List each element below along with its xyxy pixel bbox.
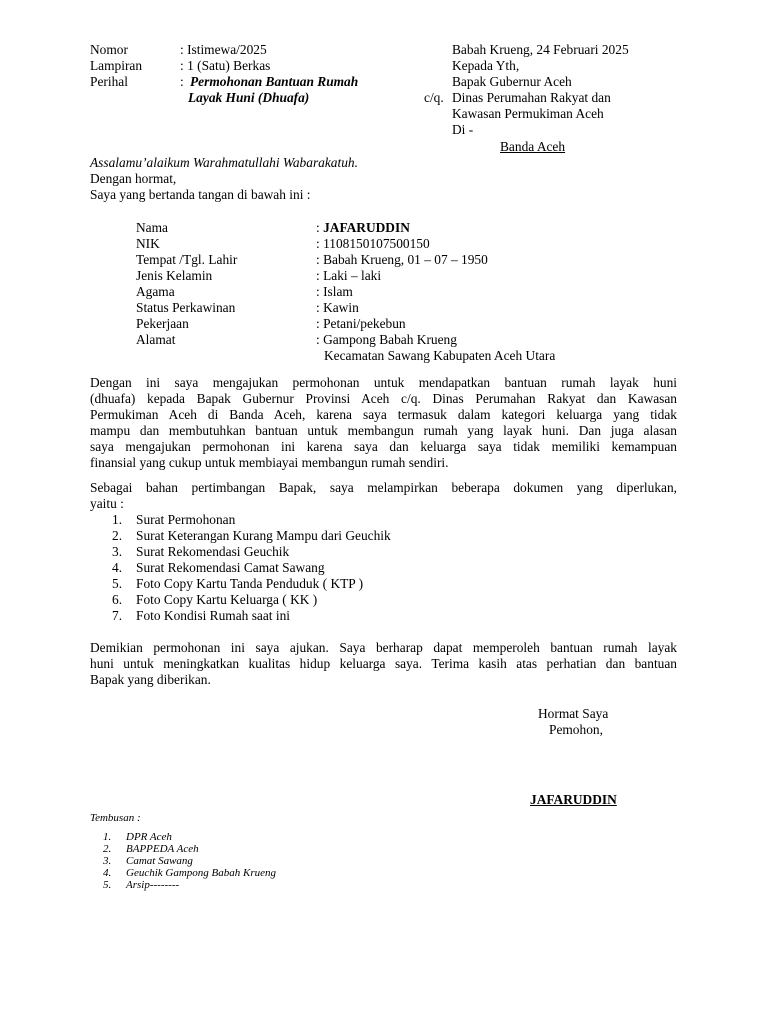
addressee: Bapak Gubernur Aceh [452, 74, 572, 89]
list-item-number: 7. [112, 608, 123, 623]
lampiran-value: : 1 (Satu) Berkas [180, 58, 271, 73]
paragraph-closing [90, 640, 677, 688]
list-item-number: 3. [103, 855, 112, 867]
identity-label: Status Perkawinan [136, 300, 236, 315]
greeting: Dengan hormat, [90, 171, 177, 186]
list-item-number: 6. [112, 592, 123, 607]
cq-prefix: c/q. [424, 90, 444, 105]
identity-value: : Petani/pekebun [316, 316, 406, 331]
perihal-value-line2: Layak Huni (Dhuafa) [188, 90, 310, 105]
paragraph-line: huni untuk meningkatkan kualitas hidup keluarga saya. Terima kasih atas perhatian dan bantuan [90, 656, 677, 671]
identity-label: Agama [136, 284, 175, 299]
list-item: Foto Copy Kartu Keluarga ( KK ) [136, 592, 318, 607]
tembusan-title: Tembusan : [90, 812, 141, 824]
paragraph-line: Demikian permohonan ini saya ajukan. Saya berharap dapat memperoleh bantuan rumah layak [90, 640, 677, 655]
identity-label: Tempat /Tgl. Lahir [136, 252, 238, 267]
address-line2: Kecamatan Sawang Kabupaten Aceh Utara [324, 348, 556, 363]
list-item: Surat Rekomendasi Camat Sawang [136, 560, 325, 575]
hormat-saya: Hormat Saya [538, 706, 609, 721]
list-item: Surat Rekomendasi Geuchik [136, 544, 290, 559]
list-item: Surat Permohonan [136, 512, 236, 527]
identity-value: : Islam [316, 284, 353, 299]
perihal-label: Perihal [90, 74, 128, 89]
list-item-number: 5. [103, 879, 112, 891]
paragraph-line: (dhuafa) kepada Bapak Gubernur Provinsi Aceh c/q. Dinas Perumahan Rakyat dan Kawasan [90, 391, 677, 406]
list-item: Foto Copy Kartu Tanda Penduduk ( KTP ) [136, 576, 364, 591]
paragraph-line: yaitu : [90, 496, 124, 511]
list-item: Geuchik Gampong Babah Krueng [126, 867, 277, 879]
list-item: Surat Keterangan Kurang Mampu dari Geuchik [136, 528, 391, 543]
paragraph-line: mampu dan membutuhkan bantuan untuk membangun rumah yang layak huni. Dan juga alasan [90, 423, 677, 438]
paragraph-line: Sebagai bahan pertimbangan Bapak, saya melampirkan beberapa dokumen yang diperlukan, [90, 480, 677, 495]
identity-value: : Gampong Babah Krueng [316, 332, 457, 347]
city: Banda Aceh [500, 139, 566, 154]
place-date: Babah Krueng, 24 Februari 2025 [452, 42, 629, 57]
list-item-number: 2. [112, 528, 123, 543]
intro: Saya yang bertanda tangan di bawah ini : [90, 187, 311, 202]
identity-value: : Kawin [316, 300, 359, 315]
paragraph-attachments-intro [90, 480, 677, 512]
lampiran-label: Lampiran [90, 58, 143, 73]
identity-label: NIK [136, 236, 160, 251]
list-item-number: 1. [112, 512, 123, 527]
list-item-number: 1. [103, 831, 112, 843]
identity-label: Jenis Kelamin [136, 268, 213, 283]
kepada-yth: Kepada Yth, [452, 58, 520, 73]
identity-value: : JAFARUDDIN [316, 220, 410, 235]
list-item: BAPPEDA Aceh [126, 843, 199, 855]
nomor-value: : Istimewa/2025 [180, 42, 267, 57]
paragraph-line: finansial yang cukup untuk membiayai membangun rumah sendiri. [90, 455, 449, 470]
identity-value: : 1108150107500150 [316, 236, 430, 251]
list-item: Arsip-------- [126, 879, 180, 891]
list-item-number: 3. [112, 544, 123, 559]
identity-value: : Laki – laki [316, 268, 382, 283]
cq-line2: Kawasan Permukiman Aceh [452, 106, 604, 121]
paragraph-line: Bapak yang diberikan. [90, 672, 211, 687]
identity-label: Nama [136, 220, 168, 235]
di-label: Di - [452, 122, 474, 137]
paragraph-request [90, 375, 677, 471]
identity-label: Pekerjaan [136, 316, 189, 331]
list-item: DPR Aceh [126, 831, 172, 843]
identity-value: : Babah Krueng, 01 – 07 – 1950 [316, 252, 488, 267]
identity-label: Alamat [136, 332, 176, 347]
cq-line1: Dinas Perumahan Rakyat dan [452, 90, 611, 105]
paragraph-line: Dengan ini saya mengajukan permohonan untuk mendapatkan bantuan rumah layak huni [90, 375, 677, 390]
nomor-label: Nomor [90, 42, 128, 57]
list-item-number: 5. [112, 576, 123, 591]
list-item-number: 4. [112, 560, 123, 575]
perihal-value-line1: Permohonan Bantuan Rumah [190, 74, 359, 89]
list-item-number: 2. [103, 843, 112, 855]
paragraph-line: Permukiman Aceh di Banda Aceh, karena saya termasuk dalam kategori keluarga yang tidak [90, 407, 677, 422]
list-item: Camat Sawang [126, 855, 193, 867]
applicant-name: JAFARUDDIN [323, 220, 410, 235]
list-item-number: 4. [103, 867, 112, 879]
paragraph-line: saya mengajukan permohonan ini karena saya dan keluarga saya tidak memiliki kemampuan [90, 439, 677, 454]
perihal-colon: : [180, 74, 184, 89]
salam: Assalamu’alaikum Warahmatullahi Wabarakatuh. [90, 155, 358, 170]
pemohon-label: Pemohon, [549, 722, 603, 737]
signatory-name: JAFARUDDIN [530, 792, 617, 807]
list-item: Foto Kondisi Rumah saat ini [136, 608, 290, 623]
